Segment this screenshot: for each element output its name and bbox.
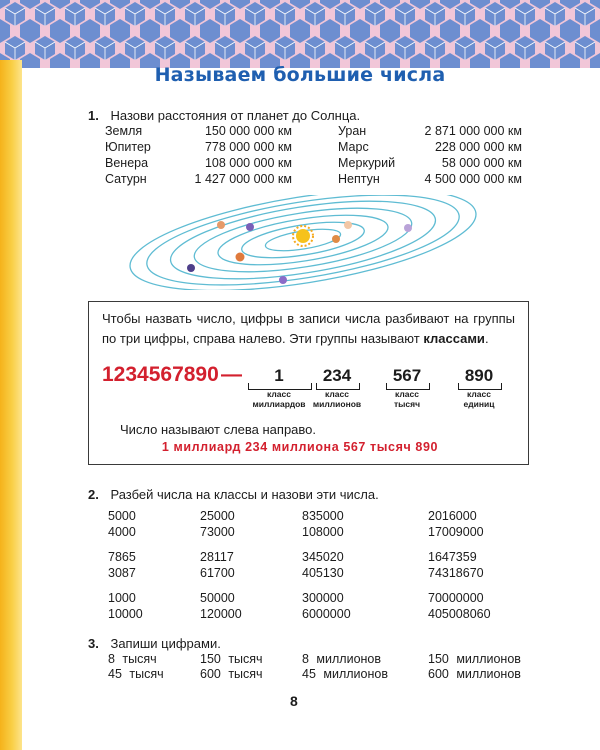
task-2-number: 3087 <box>108 566 136 580</box>
task-2-number: 61700 <box>200 566 235 580</box>
task-3-item: 600 тысяч <box>200 667 263 681</box>
planet-row <box>105 172 292 188</box>
order-text: Число называют слева направо. <box>120 422 317 437</box>
example-dash: — <box>221 363 242 386</box>
class-label: единиц <box>463 399 495 409</box>
task-3-item: 150 миллионов <box>428 652 521 666</box>
task-number: 2. <box>88 487 99 502</box>
task-2-number: 345020 <box>302 550 344 564</box>
task-text: Разбей числа на классы и назови эти числа. <box>110 487 379 502</box>
task-1 <box>88 108 360 123</box>
task-3-item: 150 тысяч <box>200 652 263 666</box>
planet-name: Марс <box>338 140 369 154</box>
task-text: Запиши цифрами. <box>110 636 221 651</box>
class-group <box>444 366 514 409</box>
task-2-number: 2016000 <box>428 509 477 523</box>
task-2-number: 74318670 <box>428 566 484 580</box>
class-group <box>372 366 442 409</box>
sun-icon <box>293 226 313 246</box>
page-number: 8 <box>290 693 298 709</box>
task-2-number: 28117 <box>200 550 234 564</box>
planet-name: Земля <box>105 124 143 138</box>
task-2 <box>88 487 379 502</box>
class-group <box>302 366 372 409</box>
class-digits: 890 <box>464 366 494 385</box>
planet-icon <box>187 264 195 272</box>
planet-distance: 2 871 000 000 км <box>424 124 522 138</box>
hexagon-pattern-banner <box>0 0 600 68</box>
class-digits: 1 <box>274 366 284 385</box>
task-2-number: 6000000 <box>302 607 351 621</box>
yellow-sidebar <box>0 60 22 750</box>
planet-row <box>105 140 292 156</box>
planet-distance: 108 000 000 км <box>204 156 292 170</box>
planet-name: Меркурий <box>338 156 396 170</box>
task-2-number: 405008060 <box>428 607 491 621</box>
planet-icon <box>344 221 352 229</box>
planet-icon <box>236 253 245 262</box>
task-3-item: 45 тысяч <box>108 667 164 681</box>
planet-icon <box>279 276 287 284</box>
example-number: 1234567890 <box>102 363 219 386</box>
task-2-number: 405130 <box>302 566 344 580</box>
planet-distance: 228 000 000 км <box>434 140 522 154</box>
task-3-item: 45 миллионов <box>302 667 388 681</box>
task-2-number: 1647359 <box>428 550 477 564</box>
result-text: 1 миллиард 234 миллиона 567 тысяч 890 <box>161 440 439 454</box>
planet-row <box>338 140 522 156</box>
task-2-number: 108000 <box>302 525 344 539</box>
planet-icon <box>404 224 412 232</box>
task-number: 3. <box>88 636 99 651</box>
info-text-end: . <box>484 331 489 346</box>
class-label: класс <box>325 389 349 399</box>
task-2-number: 1000 <box>108 591 136 605</box>
class-digits: 567 <box>392 366 422 385</box>
planet-distance: 150 000 000 км <box>204 124 292 138</box>
info-text <box>102 309 515 349</box>
task-2-number: 50000 <box>200 591 235 605</box>
planet-distance: 4 500 000 000 км <box>424 172 522 186</box>
task-3-item: 8 тысяч <box>108 652 157 666</box>
task-2-number: 25000 <box>200 509 235 523</box>
task-2-number: 7865 <box>108 550 136 564</box>
planet-name: Уран <box>338 124 367 138</box>
planet-row <box>105 124 292 140</box>
class-label: тысяч <box>393 399 421 409</box>
task-2-number: 73000 <box>200 525 235 539</box>
task-3 <box>88 636 221 651</box>
info-text-main: Чтобы назвать число, цифры в записи числа разбивают на группы по три цифры, справа налево. Эти группы называют <box>102 311 515 346</box>
planet-icon <box>246 223 254 231</box>
class-label: миллионов <box>312 399 362 409</box>
planet-distance: 778 000 000 км <box>204 140 292 154</box>
planet-distance: 58 000 000 км <box>441 156 522 170</box>
class-digits: 234 <box>322 366 352 385</box>
task-2-number: 17009000 <box>428 525 484 539</box>
planet-name: Сатурн <box>105 172 147 186</box>
task-2-number: 120000 <box>200 607 242 621</box>
planet-icon <box>217 221 225 229</box>
planet-row <box>105 156 292 172</box>
planet-row <box>338 156 522 172</box>
class-label: класс <box>267 389 291 399</box>
class-label: класс <box>467 389 491 399</box>
class-label: миллиардов <box>252 399 306 409</box>
task-3-item: 8 миллионов <box>302 652 382 666</box>
task-2-number: 5000 <box>108 509 136 523</box>
planet-name: Юпитер <box>105 140 151 154</box>
planet-icon <box>332 235 340 243</box>
class-label: класс <box>395 389 419 399</box>
info-text-bold: классами <box>423 331 485 346</box>
planet-row <box>338 172 522 188</box>
page-title: Называем большие числа <box>154 64 446 86</box>
task-2-number: 300000 <box>302 591 344 605</box>
planet-name: Нептун <box>338 172 380 186</box>
task-text: Назови расстояния от планет до Солнца. <box>110 108 361 123</box>
task-3-item: 600 миллионов <box>428 667 521 681</box>
task-2-number: 70000000 <box>428 591 484 605</box>
planet-name: Венера <box>105 156 149 170</box>
task-number: 1. <box>88 108 99 123</box>
task-2-number: 10000 <box>108 607 143 621</box>
planet-distance: 1 427 000 000 км <box>194 172 292 186</box>
planet-row <box>338 124 522 140</box>
task-2-number: 4000 <box>108 525 136 539</box>
solar-system-illustration <box>118 195 478 290</box>
task-2-number: 835000 <box>302 509 344 523</box>
